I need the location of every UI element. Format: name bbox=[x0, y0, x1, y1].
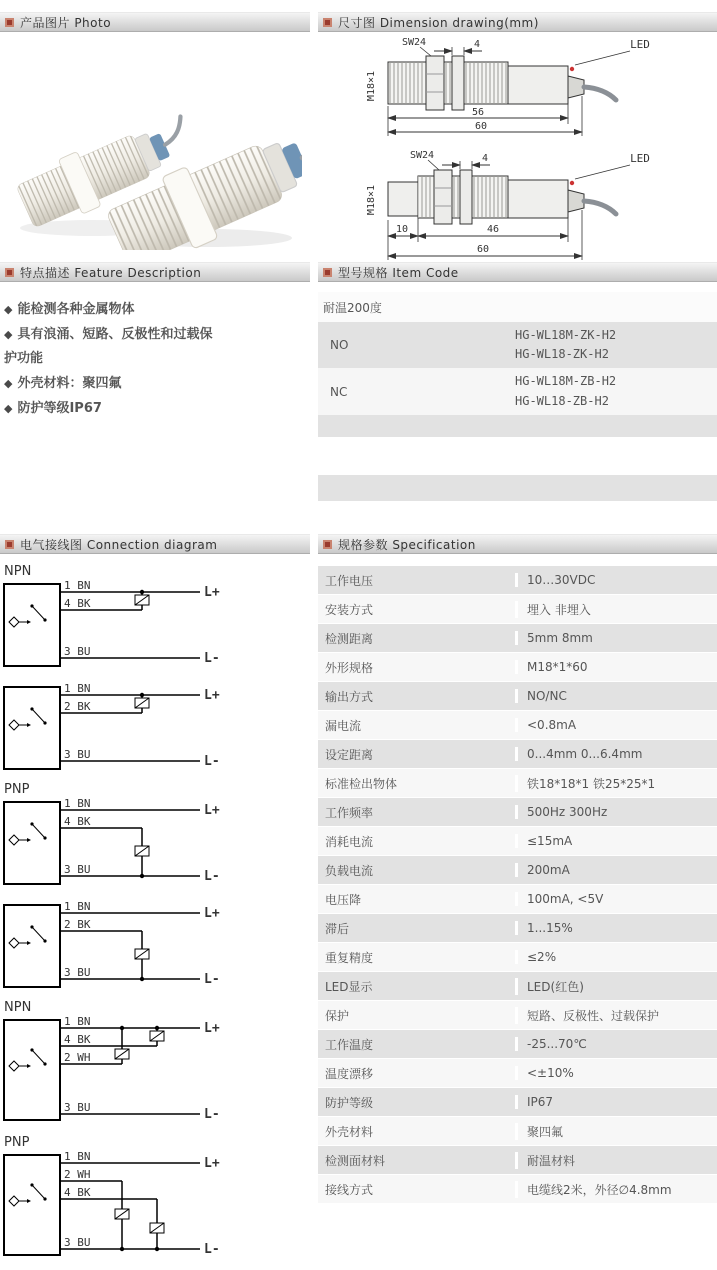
spec-value: 500Hz 300Hz bbox=[515, 805, 717, 819]
spec-row bbox=[318, 972, 717, 1001]
supply-plus-label: L+ bbox=[204, 688, 220, 703]
spec-label: 外壳材料 bbox=[325, 1124, 374, 1139]
dim1-nut-label: 4 bbox=[474, 39, 481, 50]
supply-minus-label: L- bbox=[204, 754, 220, 769]
dimension-drawing-flush bbox=[328, 34, 708, 140]
connection-diagram-npn-3wire bbox=[2, 564, 310, 675]
wire-label: 3 BU bbox=[64, 645, 91, 658]
wire-label: 4 BK bbox=[64, 597, 91, 610]
dim2-thread-label: M18×1 bbox=[366, 184, 377, 216]
item-code-empty-row bbox=[318, 415, 717, 439]
dimension-section-header bbox=[318, 12, 717, 32]
spec-label: 消耗电流 bbox=[325, 834, 374, 849]
supply-minus-label: L- bbox=[204, 1107, 220, 1122]
photo-section-title: 产品图片 Photo bbox=[20, 15, 112, 30]
product-photo bbox=[0, 32, 310, 257]
item-code-value-1: HG-WL18M-ZK-H2 bbox=[515, 328, 617, 342]
item-code-note: 耐温200度 bbox=[318, 292, 717, 322]
connection-diagram-3wire-2bk-pnp bbox=[2, 897, 310, 996]
photo-section-header bbox=[0, 12, 310, 32]
dim2-nut-label: 4 bbox=[482, 153, 489, 164]
dimension-drawings bbox=[318, 32, 717, 262]
spec-row bbox=[318, 566, 717, 595]
spec-label: 检测距离 bbox=[325, 631, 374, 646]
spec-value: M18*1*60 bbox=[515, 660, 717, 674]
spec-value: ≤15mA bbox=[515, 834, 717, 848]
spec-row bbox=[318, 1030, 717, 1059]
spec-row bbox=[318, 943, 717, 972]
wire-label: 3 BU bbox=[64, 966, 91, 979]
spec-label: 重复精度 bbox=[325, 950, 374, 965]
item-code-section-header bbox=[318, 262, 717, 282]
diamond-bullet-icon: ◆ bbox=[4, 377, 13, 391]
wiring-schematic-3wire-pnp bbox=[2, 901, 237, 993]
spec-value: 短路、反极性、过载保护 bbox=[515, 1007, 717, 1024]
section-photo bbox=[0, 12, 310, 262]
spec-section-title: 规格参数 Specification bbox=[338, 537, 476, 552]
section-item-code bbox=[318, 262, 717, 534]
spec-label: 电压降 bbox=[325, 892, 362, 907]
item-code-values bbox=[515, 322, 717, 368]
wire-label: 2 BK bbox=[64, 918, 91, 931]
spec-row bbox=[318, 1175, 717, 1204]
spec-label: 工作频率 bbox=[325, 805, 374, 820]
diagram-type-label: NPN bbox=[4, 564, 32, 579]
spec-row bbox=[318, 914, 717, 943]
spec-row bbox=[318, 856, 717, 885]
supply-minus-label: L- bbox=[204, 972, 220, 987]
spec-value: NO/NC bbox=[515, 689, 717, 703]
dim2-length46-label: 46 bbox=[486, 224, 500, 235]
supply-plus-label: L+ bbox=[204, 906, 220, 921]
wire-label: 3 BU bbox=[64, 1236, 91, 1249]
feature-text: 外壳材料：聚四氟 bbox=[17, 376, 122, 392]
spec-value: <±10% bbox=[515, 1066, 717, 1080]
spec-label: 滞后 bbox=[325, 921, 350, 936]
spec-row bbox=[318, 769, 717, 798]
dim2-tip10-label: 10 bbox=[395, 224, 409, 235]
feature-text: 防护等级IP67 bbox=[17, 400, 102, 416]
feature-text: 具有浪涌、短路、反极性和过载保护功能 bbox=[4, 326, 213, 367]
diamond-bullet-icon: ◆ bbox=[4, 401, 13, 415]
spec-value: -25...70℃ bbox=[515, 1037, 717, 1051]
spec-label: 保护 bbox=[325, 1008, 350, 1023]
spec-value: 电缆线2米，外径∅4.8mm bbox=[515, 1181, 717, 1198]
spec-row bbox=[318, 798, 717, 827]
diagram-type-label: PNP bbox=[4, 1135, 30, 1150]
dim1-sw24-label: SW24 bbox=[401, 37, 427, 48]
section-dimension bbox=[318, 12, 717, 262]
spec-label: 安装方式 bbox=[325, 602, 374, 617]
wire-label: 3 BU bbox=[64, 748, 91, 761]
wire-label: 1 BN bbox=[64, 683, 91, 695]
supply-plus-label: L+ bbox=[204, 1021, 220, 1036]
spec-label: LED显示 bbox=[325, 979, 373, 994]
item-code-type: NO bbox=[330, 338, 349, 353]
diamond-bullet-icon: ◆ bbox=[4, 327, 13, 341]
spec-row bbox=[318, 1059, 717, 1088]
supply-plus-label: L+ bbox=[204, 585, 220, 600]
connection-diagrams bbox=[0, 554, 310, 1266]
wiring-schematic-3wire bbox=[2, 683, 237, 775]
spec-row bbox=[318, 1117, 717, 1146]
wire-label: 1 BN bbox=[64, 1151, 91, 1163]
feature-item bbox=[4, 298, 219, 323]
wire-label: 1 BN bbox=[64, 798, 91, 810]
spec-value: 1...15% bbox=[515, 921, 717, 935]
dim2-led-label: LED bbox=[630, 152, 650, 165]
dim1-length60-label: 60 bbox=[474, 121, 488, 132]
spec-label: 温度漂移 bbox=[325, 1066, 374, 1081]
dim2-length60-label: 60 bbox=[476, 244, 490, 255]
spec-label: 设定距离 bbox=[325, 747, 374, 762]
connection-diagram-pnp-4wire bbox=[2, 1135, 310, 1266]
spec-label: 检测面材料 bbox=[325, 1153, 386, 1168]
section-bullet-icon bbox=[5, 18, 14, 27]
item-code-value-1: HG-WL18M-ZB-H2 bbox=[515, 374, 617, 389]
spec-label: 工作温度 bbox=[325, 1037, 374, 1052]
diagram-type-label: PNP bbox=[4, 782, 30, 797]
feature-section-header bbox=[0, 262, 310, 282]
spec-value: 耐温材料 bbox=[515, 1152, 717, 1169]
section-bullet-icon bbox=[5, 268, 14, 277]
dimension-section-title: 尺寸图 Dimension drawing(mm) bbox=[338, 15, 539, 30]
item-code-value-2: HG-WL18-ZB-H2 bbox=[515, 393, 609, 408]
feature-item bbox=[4, 323, 219, 372]
spec-row bbox=[318, 1088, 717, 1117]
supply-minus-label: L- bbox=[204, 1242, 220, 1257]
spec-row bbox=[318, 1001, 717, 1030]
supply-minus-label: L- bbox=[204, 869, 220, 884]
spec-label: 外形规格 bbox=[325, 660, 374, 675]
feature-section-title: 特点描述 Feature Description bbox=[20, 265, 202, 280]
spec-value: 铁18*18*1 铁25*25*1 bbox=[515, 775, 717, 792]
spec-value: 5mm 8mm bbox=[515, 631, 717, 645]
section-bullet-icon bbox=[323, 268, 332, 277]
spec-label: 防护等级 bbox=[325, 1095, 374, 1110]
diagram-type-label: NPN bbox=[4, 1000, 32, 1015]
wire-label: 1 BN bbox=[64, 901, 91, 913]
feature-item bbox=[4, 372, 219, 397]
section-bullet-icon bbox=[323, 18, 332, 27]
spec-row bbox=[318, 740, 717, 769]
diamond-bullet-icon: ◆ bbox=[4, 303, 13, 316]
spec-value: 埋入 非埋入 bbox=[515, 601, 717, 618]
wire-label: 4 BK bbox=[64, 1186, 91, 1199]
wire-label: 2 WH bbox=[64, 1168, 91, 1181]
connection-diagram-npn-4wire bbox=[2, 1000, 310, 1131]
connection-diagram-pnp-3wire bbox=[2, 782, 310, 893]
wire-label: 4 BK bbox=[64, 815, 91, 828]
spec-value: 0...4mm 0...6.4mm bbox=[515, 747, 717, 761]
item-code-row bbox=[318, 322, 717, 368]
spec-label: 接线方式 bbox=[325, 1182, 374, 1197]
supply-plus-label: L+ bbox=[204, 1156, 220, 1171]
section-bullet-icon bbox=[323, 540, 332, 549]
wiring-schematic-npn-4wire bbox=[2, 1016, 237, 1128]
connection-section-header bbox=[0, 534, 310, 554]
spec-value: IP67 bbox=[515, 1095, 717, 1109]
feature-list bbox=[0, 282, 225, 421]
wire-label: 1 BN bbox=[64, 1016, 91, 1028]
wiring-schematic-pnp-3wire bbox=[2, 798, 237, 890]
dim1-length56-label: 56 bbox=[471, 107, 485, 118]
section-spec bbox=[318, 534, 717, 1270]
item-code-rows bbox=[318, 322, 717, 415]
feature-item bbox=[4, 397, 219, 422]
spec-row bbox=[318, 711, 717, 740]
item-code-values bbox=[515, 368, 717, 414]
wiring-schematic-npn-3wire bbox=[2, 580, 237, 672]
spec-value: 200mA bbox=[515, 863, 717, 877]
spec-value: ≤2% bbox=[515, 950, 717, 964]
spec-row bbox=[318, 885, 717, 914]
connection-section-title: 电气接线图 Connection diagram bbox=[20, 537, 218, 552]
dim1-led-label: LED bbox=[630, 38, 650, 51]
dim1-thread-label: M18×1 bbox=[366, 70, 377, 102]
spec-label: 工作电压 bbox=[325, 573, 374, 588]
wire-label: 2 WH bbox=[64, 1051, 91, 1064]
feature-text: 能检测各种金属物体 bbox=[17, 302, 135, 317]
spec-row bbox=[318, 653, 717, 682]
wiring-schematic-pnp-4wire bbox=[2, 1151, 237, 1263]
wire-label: 3 BU bbox=[64, 863, 91, 876]
spec-row bbox=[318, 595, 717, 624]
section-feature bbox=[0, 262, 310, 534]
spec-row bbox=[318, 682, 717, 711]
item-code-value-2: HG-WL18-ZK-H2 bbox=[515, 347, 609, 362]
dimension-drawing-nonflush bbox=[328, 146, 708, 262]
item-code-row bbox=[318, 368, 717, 414]
spec-value: 10…30VDC bbox=[515, 573, 717, 587]
item-code-table bbox=[318, 292, 717, 501]
supply-plus-label: L+ bbox=[204, 803, 220, 818]
section-connection bbox=[0, 534, 310, 1270]
supply-minus-label: L- bbox=[204, 651, 220, 666]
spec-label: 输出方式 bbox=[325, 689, 374, 704]
spec-label: 标准检出物体 bbox=[325, 776, 398, 791]
wire-label: 2 BK bbox=[64, 700, 91, 713]
wire-label: 4 BK bbox=[64, 1033, 91, 1046]
spec-value: 100mA, <5V bbox=[515, 892, 717, 906]
spec-table bbox=[318, 566, 717, 1204]
spec-label: 漏电流 bbox=[325, 718, 362, 733]
spec-value: LED(红色) bbox=[515, 978, 717, 995]
spec-section-header bbox=[318, 534, 717, 554]
section-bullet-icon bbox=[5, 540, 14, 549]
item-code-spacer bbox=[318, 439, 717, 475]
spec-row bbox=[318, 827, 717, 856]
wire-label: 3 BU bbox=[64, 1101, 91, 1114]
connection-diagram-3wire-2bk bbox=[2, 679, 310, 778]
item-code-type: NC bbox=[330, 384, 348, 399]
spec-label: 负载电流 bbox=[325, 863, 374, 878]
item-code-section-title: 型号规格 Item Code bbox=[338, 265, 459, 280]
spec-row bbox=[318, 1146, 717, 1175]
item-code-empty-row bbox=[318, 475, 717, 501]
wire-label: 1 BN bbox=[64, 580, 91, 592]
spec-value: 聚四氟 bbox=[515, 1123, 717, 1140]
product-photo-illustration bbox=[2, 36, 302, 250]
spec-row bbox=[318, 624, 717, 653]
spec-value: <0.8mA bbox=[515, 718, 717, 732]
dim2-sw24-label: SW24 bbox=[409, 150, 435, 161]
